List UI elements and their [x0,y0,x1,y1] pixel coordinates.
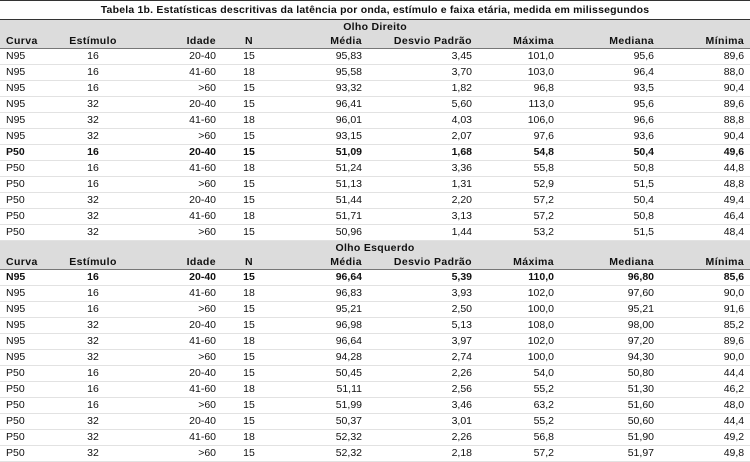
table-cell: 32 [48,446,138,462]
table-row [0,161,750,177]
table-cell: 15 [224,97,274,113]
table-cell: 15 [224,145,274,161]
table-cell: 95,21 [562,302,662,318]
table-cell: 106,0 [480,113,562,129]
table-cell: 85,6 [662,270,750,286]
table-cell: 16 [48,286,138,302]
table-cell: 102,0 [480,286,562,302]
table-cell: 90,0 [662,286,750,302]
table-row [0,302,750,318]
table-cell: >60 [138,177,224,193]
table-cell: 16 [48,65,138,81]
table-cell: 110,0 [480,270,562,286]
table-cell: 95,58 [274,65,370,81]
table-row [0,318,750,334]
table-cell: 15 [224,398,274,414]
table-cell: 20-40 [138,145,224,161]
table-cell: >60 [138,129,224,145]
column-header: N [224,34,274,49]
table-cell: 32 [48,209,138,225]
table-cell: 49,6 [662,145,750,161]
table-cell: P50 [0,382,48,398]
table-cell: 51,97 [562,446,662,462]
table-cell: 53,2 [480,225,562,241]
table-cell: N95 [0,49,48,65]
table-cell: 56,8 [480,430,562,446]
table-cell: 51,5 [562,177,662,193]
table-cell: N95 [0,286,48,302]
table-cell: 2,26 [370,366,480,382]
table-cell: 101,0 [480,49,562,65]
table-cell: 55,2 [480,382,562,398]
table-cell: 55,2 [480,414,562,430]
table-cell: 48,4 [662,225,750,241]
column-header: Idade [138,255,224,270]
table-cell: 3,46 [370,398,480,414]
column-header: Média [274,34,370,49]
table-cell: 89,6 [662,49,750,65]
table-cell: 32 [48,334,138,350]
column-header: Máxima [480,34,562,49]
table-cell: >60 [138,81,224,97]
table-body [0,20,750,462]
table-cell: 3,97 [370,334,480,350]
table-cell: 54,8 [480,145,562,161]
table-cell: P50 [0,209,48,225]
column-header: Desvio Padrão [370,34,480,49]
table-cell: 51,60 [562,398,662,414]
table-cell: 50,80 [562,366,662,382]
table-cell: 93,5 [562,81,662,97]
table-cell: 63,2 [480,398,562,414]
table-cell: 90,4 [662,129,750,145]
column-header: Mínima [662,34,750,49]
table-cell: 18 [224,65,274,81]
table-cell: 88,8 [662,113,750,129]
table-cell: P50 [0,366,48,382]
table-cell: 100,0 [480,302,562,318]
table-cell: 93,15 [274,129,370,145]
column-header: Estímulo [48,255,138,270]
table-cell: 4,03 [370,113,480,129]
table-cell: 94,30 [562,350,662,366]
table-cell: >60 [138,225,224,241]
table-cell: P50 [0,161,48,177]
table-cell: 18 [224,430,274,446]
table-cell: 15 [224,350,274,366]
table-cell: 32 [48,430,138,446]
table-cell: 16 [48,161,138,177]
table-cell: 18 [224,286,274,302]
table-cell: 57,2 [480,446,562,462]
table-cell: 96,8 [480,81,562,97]
table-cell: 97,6 [480,129,562,145]
table-cell: 20-40 [138,366,224,382]
table-cell: 51,24 [274,161,370,177]
column-header: Curva [0,34,48,49]
table-cell: 50,45 [274,366,370,382]
table-cell: 2,20 [370,193,480,209]
table-cell: 97,60 [562,286,662,302]
table-cell: 50,96 [274,225,370,241]
table-cell: 41-60 [138,286,224,302]
table-cell: 41-60 [138,382,224,398]
table-cell: 18 [224,334,274,350]
table-cell: 2,07 [370,129,480,145]
table-cell: 15 [224,270,274,286]
table-cell: 20-40 [138,270,224,286]
table-cell: 95,6 [562,97,662,113]
table-cell: 16 [48,81,138,97]
table-cell: 3,36 [370,161,480,177]
table-cell: >60 [138,302,224,318]
table-cell: 94,28 [274,350,370,366]
table-cell: 46,4 [662,209,750,225]
table-cell: 49,8 [662,446,750,462]
table-row [0,177,750,193]
table-cell: 16 [48,270,138,286]
table-cell: 18 [224,161,274,177]
table-cell: 96,6 [562,113,662,129]
table-cell: 15 [224,49,274,65]
table-cell: N95 [0,302,48,318]
table-cell: 93,32 [274,81,370,97]
table-cell: 20-40 [138,49,224,65]
table-cell: 16 [48,145,138,161]
table-cell: N95 [0,270,48,286]
table-row [0,145,750,161]
table-cell: 95,6 [562,49,662,65]
table-cell: 96,4 [562,65,662,81]
table-cell: 95,21 [274,302,370,318]
table-cell: 41-60 [138,113,224,129]
table-row [0,113,750,129]
table-cell: 52,9 [480,177,562,193]
table-cell: 96,01 [274,113,370,129]
table-cell: 18 [224,113,274,129]
table-row [0,382,750,398]
table-cell: 51,30 [562,382,662,398]
table-cell: 41-60 [138,334,224,350]
table-cell: 51,90 [562,430,662,446]
table-cell: 50,8 [562,209,662,225]
table-cell: 2,26 [370,430,480,446]
table-cell: 5,39 [370,270,480,286]
header-row [0,255,750,270]
table-cell: P50 [0,414,48,430]
table-cell: 50,8 [562,161,662,177]
table-cell: 96,83 [274,286,370,302]
table-cell: 20-40 [138,193,224,209]
table-cell: 85,2 [662,318,750,334]
table-cell: 96,64 [274,334,370,350]
table-cell: 41-60 [138,161,224,177]
table-cell: 1,31 [370,177,480,193]
table-cell: 32 [48,129,138,145]
table-row [0,209,750,225]
table-cell: 96,64 [274,270,370,286]
table-cell: P50 [0,193,48,209]
table-row [0,398,750,414]
table-cell: 5,60 [370,97,480,113]
table-cell: 108,0 [480,318,562,334]
table-cell: 20-40 [138,414,224,430]
header-row [0,34,750,49]
table-cell: 44,4 [662,414,750,430]
section-title: Olho Esquerdo [0,241,750,256]
table-cell: 50,4 [562,193,662,209]
table-cell: 16 [48,302,138,318]
table-cell: P50 [0,177,48,193]
table-cell: 52,32 [274,430,370,446]
table-cell: 1,82 [370,81,480,97]
table-cell: 15 [224,177,274,193]
table-cell: 2,18 [370,446,480,462]
table-cell: 97,20 [562,334,662,350]
table-cell: 51,99 [274,398,370,414]
table-row [0,270,750,286]
table-row [0,129,750,145]
table-cell: 57,2 [480,209,562,225]
table-cell: 48,8 [662,177,750,193]
table-cell: 15 [224,302,274,318]
table-row [0,446,750,462]
table-cell: 49,4 [662,193,750,209]
table-cell: 15 [224,446,274,462]
table-cell: 50,37 [274,414,370,430]
table-cell: 113,0 [480,97,562,113]
table-cell: N95 [0,113,48,129]
table-cell: 95,83 [274,49,370,65]
table-row [0,65,750,81]
table-cell: 44,8 [662,161,750,177]
table-cell: 88,0 [662,65,750,81]
table-row [0,414,750,430]
table-cell: >60 [138,350,224,366]
table-caption: Tabela 1b. Estatísticas descritivas da latência por onda, estímulo e faixa etária, medida em milissegundos [0,0,750,20]
table-cell: N95 [0,97,48,113]
table-cell: 51,11 [274,382,370,398]
table-row [0,225,750,241]
table-cell: 48,0 [662,398,750,414]
table-cell: 20-40 [138,97,224,113]
table-cell: 96,98 [274,318,370,334]
table-cell: N95 [0,350,48,366]
table-cell: 51,09 [274,145,370,161]
table-cell: N95 [0,318,48,334]
table-cell: P50 [0,430,48,446]
table-cell: N95 [0,81,48,97]
table-cell: 102,0 [480,334,562,350]
table-cell: 91,6 [662,302,750,318]
table-cell: 93,6 [562,129,662,145]
table-cell: 46,2 [662,382,750,398]
table-cell: 2,56 [370,382,480,398]
table-row [0,97,750,113]
section-title: Olho Direito [0,20,750,34]
table-cell: 89,6 [662,334,750,350]
column-header: Curva [0,255,48,270]
table-cell: 41-60 [138,430,224,446]
table-cell: 5,13 [370,318,480,334]
table-row [0,430,750,446]
table-cell: N95 [0,65,48,81]
table-cell: 41-60 [138,65,224,81]
table-cell: >60 [138,446,224,462]
table-cell: 3,93 [370,286,480,302]
table-cell: 15 [224,81,274,97]
column-header: Idade [138,34,224,49]
column-header: Desvio Padrão [370,255,480,270]
table-cell: 32 [48,414,138,430]
table-cell: 18 [224,382,274,398]
table-row [0,366,750,382]
table-cell: 32 [48,97,138,113]
table-cell: 15 [224,225,274,241]
table-cell: 50,60 [562,414,662,430]
table-cell: 15 [224,318,274,334]
table-cell: 32 [48,350,138,366]
table-cell: 3,45 [370,49,480,65]
table-cell: 50,4 [562,145,662,161]
table-cell: 90,0 [662,350,750,366]
table-cell: 15 [224,414,274,430]
table-cell: >60 [138,398,224,414]
table-cell: 3,70 [370,65,480,81]
table-cell: 16 [48,49,138,65]
table-cell: N95 [0,334,48,350]
column-header: Estímulo [48,34,138,49]
table-cell: 51,71 [274,209,370,225]
table-cell: P50 [0,145,48,161]
table-cell: 98,00 [562,318,662,334]
table-cell: P50 [0,225,48,241]
table-cell: 90,4 [662,81,750,97]
table-cell: 89,6 [662,97,750,113]
table-cell: 32 [48,193,138,209]
table-cell: N95 [0,129,48,145]
table-cell: 18 [224,209,274,225]
table-cell: 15 [224,129,274,145]
table-cell: 57,2 [480,193,562,209]
table-cell: P50 [0,398,48,414]
table-row [0,81,750,97]
column-header: Mediana [562,34,662,49]
table-cell: 51,5 [562,225,662,241]
table-cell: 96,41 [274,97,370,113]
latency-table [0,20,750,462]
section-title-row [0,20,750,34]
table-cell: 15 [224,366,274,382]
table-cell: 3,01 [370,414,480,430]
table-cell: 16 [48,398,138,414]
table-cell: 55,8 [480,161,562,177]
table-cell: 52,32 [274,446,370,462]
table-cell: 51,44 [274,193,370,209]
table-cell: 16 [48,177,138,193]
table-cell: 96,80 [562,270,662,286]
table-row [0,350,750,366]
table-cell: 32 [48,225,138,241]
table-cell: 54,0 [480,366,562,382]
table-cell: 51,13 [274,177,370,193]
column-header: Média [274,255,370,270]
table-row [0,334,750,350]
column-header: Mediana [562,255,662,270]
table-cell: 3,13 [370,209,480,225]
column-header: Mínima [662,255,750,270]
column-header: N [224,255,274,270]
table-cell: 49,2 [662,430,750,446]
table-cell: 16 [48,366,138,382]
table-cell: 2,50 [370,302,480,318]
column-header: Máxima [480,255,562,270]
table-cell: 1,44 [370,225,480,241]
table-row [0,193,750,209]
table-cell: 32 [48,113,138,129]
table-cell: 103,0 [480,65,562,81]
table-cell: 44,4 [662,366,750,382]
table-row [0,286,750,302]
section-title-row [0,241,750,256]
table-cell: 32 [48,318,138,334]
table-row [0,49,750,65]
table-cell: 20-40 [138,318,224,334]
table-cell: 16 [48,382,138,398]
table-cell: P50 [0,446,48,462]
table-cell: 41-60 [138,209,224,225]
table-cell: 15 [224,193,274,209]
table-cell: 100,0 [480,350,562,366]
table-cell: 2,74 [370,350,480,366]
table-cell: 1,68 [370,145,480,161]
